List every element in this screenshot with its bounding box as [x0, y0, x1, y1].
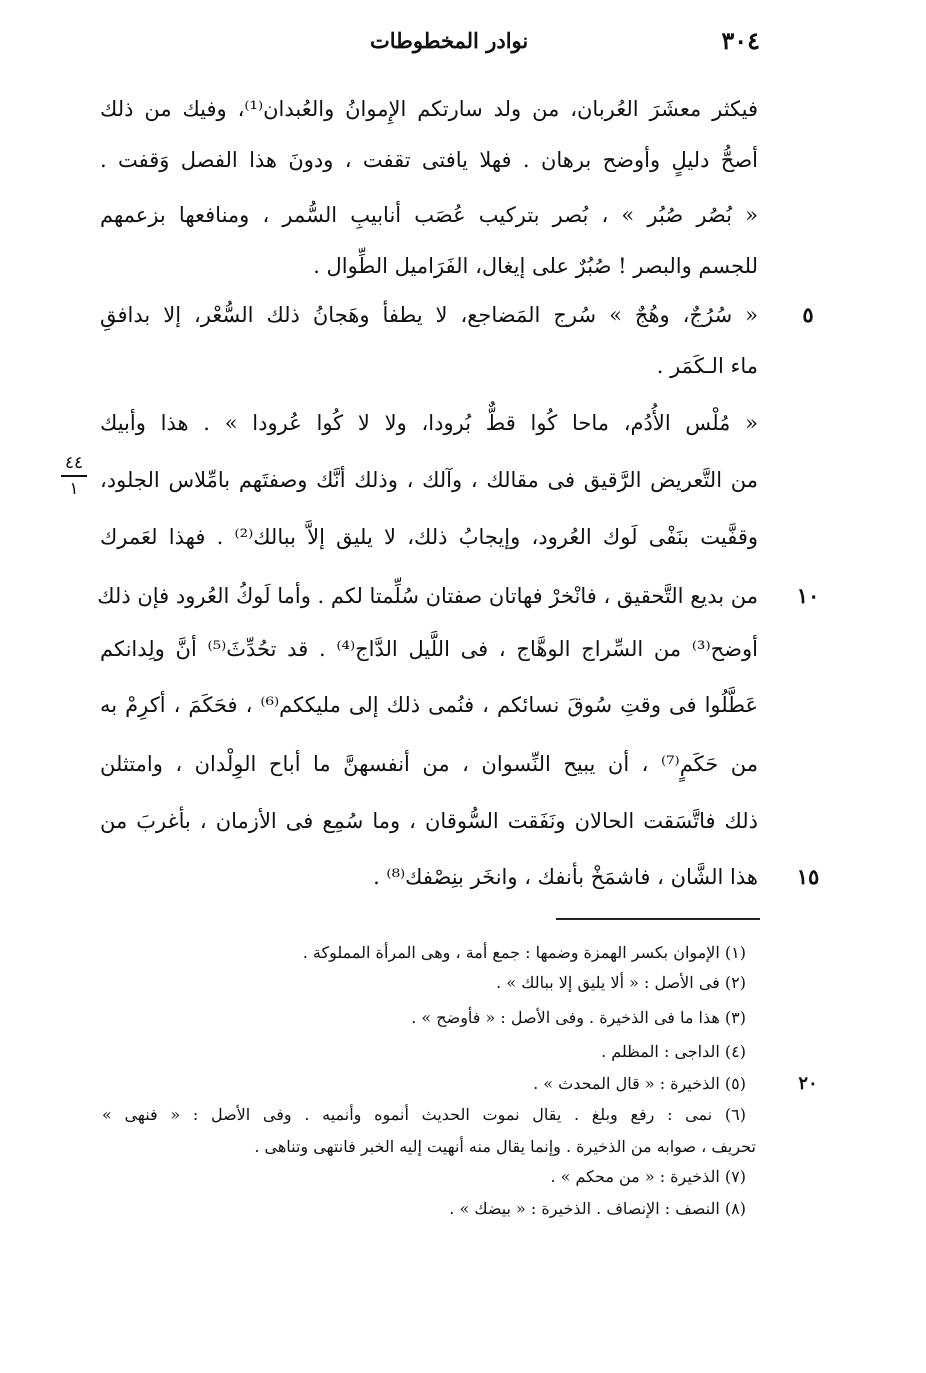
margin-folio-note	[56, 454, 92, 498]
footnote: (٢) فى الأصل : « ألا يليق إلا ببالك » .	[496, 973, 746, 992]
page-number: ٣٠٤	[721, 25, 760, 55]
text-line: أوضح⁽³⁾ من السِّراج الوهَّاج ، فى اللَّيل الدَّاج⁽⁴⁾ . قد تحُدِّثَ⁽⁵⁾ أنَّ ولِدانكم	[100, 637, 758, 661]
margin-note-bar	[61, 475, 87, 477]
footnote: (٥) الذخيرة : « قال المحدث » .	[533, 1074, 746, 1093]
running-title: نوادر المخطوطات	[370, 27, 529, 53]
text-line: ذلك فاتَّسَقت الحالان ونَفَقت السُّوقان ، وما سُمِع فى الأزمان ، بأغربَ من	[100, 809, 758, 833]
line-number: ٥	[802, 302, 814, 327]
footnote: (٧) الذخيرة : « من محكم » .	[550, 1167, 746, 1186]
footnote-continuation: تحريف ، صوابه من الذخيرة . وإنما يقال منه أنهيت إليه الخبر فانتهى وتناهى .	[254, 1137, 756, 1156]
margin-note-top: ٤٤	[64, 453, 84, 473]
text-line: فيكثر معشَرَ العُربان، من ولد سارتكم الإِموانُ والعُبدان⁽¹⁾، وفيك من ذلك	[100, 97, 759, 121]
footnote: (٨) النصف : الإنصاف . الذخيرة : « بيضك » .	[449, 1199, 746, 1218]
footnote: (٦) نمى : رفع وبلغ . يقال نموت الحديث أنموه وأنميه . وفى الأصل : « فنهى »	[102, 1105, 746, 1124]
line-number: ١٥	[796, 864, 820, 889]
text-line: وقفَّيت بنَفْى لَوك العُرود، وإيجابُ ذلك، لا يليق إلاَّ ببالك⁽²⁾ . فهذا لعَمرك	[100, 525, 758, 549]
text-line: للجسم والبصر ! صُبُرٌ على إيغال، الفَرَاميل الطِّوال .	[313, 254, 758, 278]
footnote: (١) الإموان بكسر الهمزة وضمها : جمع أمة ، وهى المرأة المملوكة .	[302, 943, 746, 962]
line-number: ١٠	[796, 583, 820, 608]
footnote: (٣) هذا ما فى الذخيرة . وفى الأصل : « فأوضح » .	[411, 1008, 746, 1027]
text-line: هذا الشَّان ، فاشمَخْ بأنفك ، وانخَر بنِصْفك⁽⁸⁾ .	[373, 865, 758, 889]
text-line: من بديع التَّحقيق ، فانْخرْ فهاتان صفتان سُلِّمتا لكم . وأما لَوكُ العُرود فإن ذلك	[97, 584, 758, 608]
line-number: ٢٠	[798, 1073, 818, 1094]
text-line: من حَكَمٍ⁽⁷⁾ ، أن يبيح النِّسوان ، من أنفسهنَّ ما أباح الوِلْدان ، وامتثلن	[100, 752, 758, 776]
margin-note-bottom: ١	[69, 479, 79, 499]
text-line: أصحُّ دليلٍ وأوضح برهان . فهلا يافتى تقفت ، ودونَ هذا الفصل وَقفت .	[100, 148, 758, 172]
text-line: « مُلْس الأُدُم، ماحا كُوا قطٌّ بُرودا، ولا لا كُوا عُرودا » . هذا وأبيك	[100, 411, 758, 435]
footnote: (٤) الداجى : المظلم .	[601, 1042, 746, 1061]
text-line: ماء الـكَمَر .	[656, 354, 758, 378]
text-line: « بُصُر صُبُر » ، بُصر بتركيب عُصَب أنابيبِ السُّمر ، ومنافعها بزعمهم	[100, 203, 758, 227]
text-line: من التَّعريض الرَّقيق فى مقالك ، وآلك ، وذلك أنَّك وصفتَهم بامِّلاس الجلود،	[100, 468, 758, 492]
text-line: « سُرُجٌ، وهُجٌ » سُرج المَضاجع، لا يطفأ وهَجانُ ذلك السُّعْر، إلا بدافقِ	[100, 303, 758, 327]
text-line: عَطَّلُوا فى وقتِ سُوقَ نسائكم ، فنُمى ذلك إلى مليككم⁽⁶⁾ ، فحَكَمَ ، أكرِمْ به	[100, 693, 758, 717]
footnote-separator	[556, 918, 760, 920]
page-header	[370, 22, 760, 58]
